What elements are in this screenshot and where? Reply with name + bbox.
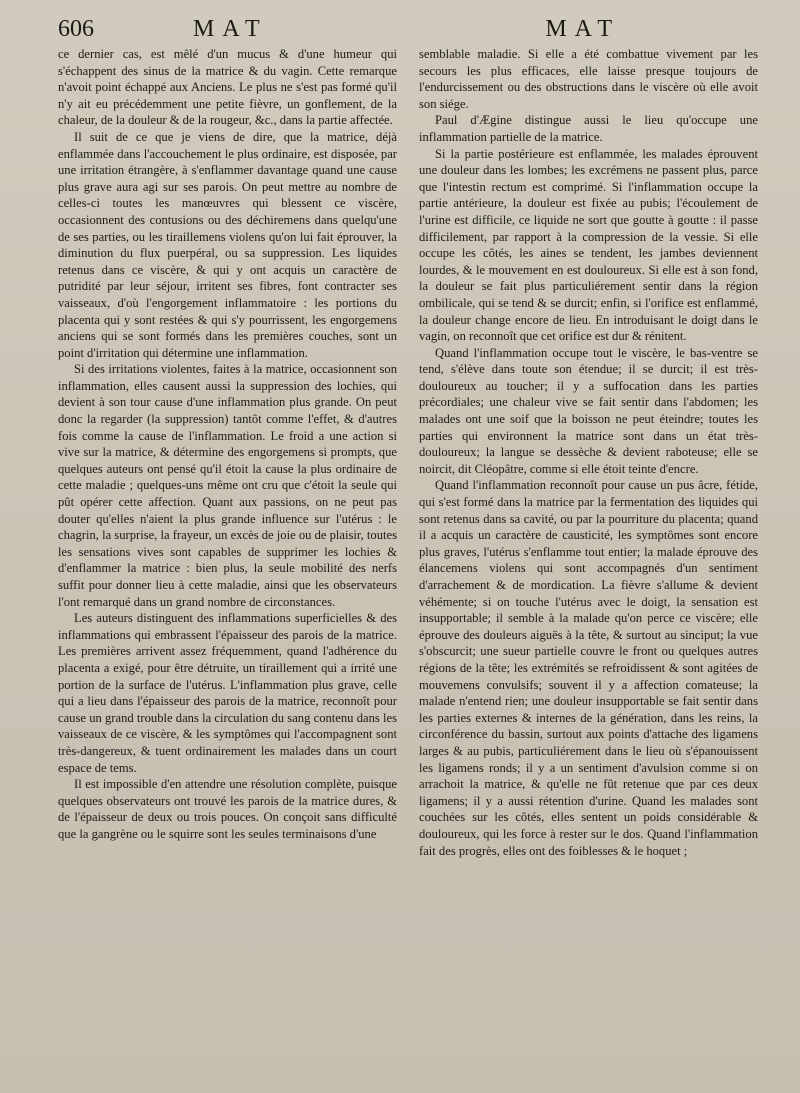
running-title-left: MAT [193, 16, 268, 42]
paragraph: Quand l'inflammation occupe tout le viscère, le bas-ventre se tend, s'élève dans toute son étendue; il se durcit; il est très-douloureux au toucher; il y a suffocation dans les parties précordiales; une chaleur vive se fait sentir dans l'abdomen; les malades ont une soif que la boisson ne peut éteindre; toutes les parties qui environnent la matrice sont dans un état très-douloureux; la langue se dessèche & devient raboteuse; elle se noircit, dit Cléopâtre, comme si elle étoit teinte d'encre. [419, 345, 758, 476]
paragraph: Les auteurs distinguent des inflammations superficielles & des inflammations qui embrassent l'épaisseur des parois de la matrice. Les premières arrivent assez fréquemment, quand l'adhérence du placenta a exigé, pour être détruite, un tiraillement qui a irrité une portion de la surface de l'utérus. L'inflammation plus grave, celle qui a lieu dans l'épaisseur des parois de la matrice, reconnoît pour cause un grand trouble dans la circulation du sang contenu dans les vaisseaux de ce viscère, & les symptômes qui l'accompagnent sont très-dangereux, & tuent ordinairement les malades dans un court espace de tems. [58, 611, 397, 775]
text-columns [58, 46, 758, 1081]
paragraph: Il suit de ce que je viens de dire, que la matrice, déjà enflammée dans l'accouchement le plus ordinaire, est disposée, par une irritation étrangère, à s'enflammer davantage quand une cause plus grave aura agi sur ses parois. On peut mettre au nombre de celles-ci toutes les manœuvres qui blessent ce viscère, occasionnent des contusions ou des déchiremens dans quelqu'une de ses parties, ou les tiraillemens violens qu'on lui fait éprouver, la diminution du flux puerpéral, ou sa suppression. Les liquides retenus dans ce viscère, & qui y ont acquis un caractère de putridité par leur séjour, irritent ses fibres, font contracter ses vaisseaux, d'où l'engorgement inflammatoire : les portions du placenta qui y sont restées & qui s'y pourrissent, les engorgemens anciens qui se sont formés dans les premières couches, sont un point d'irritation qui détermine une inflammation. [58, 129, 397, 360]
left-column [58, 46, 397, 1081]
paragraph: ce dernier cas, est mêlé d'un mucus & d'une humeur qui s'échappent des sinus de la matrice & du vagin. Cette remarque n'avoit point échappé aux Anciens. Le plus ne s'est pas formé qu'il n'y ait eu précédemment une petite fièvre, un gonflement, de la chaleur, de la douleur & de la rougeur, &c., dans la partie affectée. [58, 47, 397, 128]
paragraph: Il est impossible d'en attendre une résolution complète, puisque quelques observateurs ont trouvé les parois de la matrice dures, & de l'épaisseur de deux ou trois pouces. On conçoit sans difficulté que la gangrène ou le squirre sont les seules terminaisons d'une [58, 777, 397, 841]
page-number: 606 [58, 16, 94, 42]
paragraph: Si des irritations violentes, faites à la matrice, occasionnent son inflammation, elles causent aussi la suppression des lochies, qui devient à son tour cause d'une inflammation plus grande. On peut donc la regarder (la suppression) tantôt comme l'effet, & d'autres fois comme la cause de l'inflammation. Le froid a une action si vive sur la matrice, & détermine des engorgemens si prompts, que quelques auteurs ont pensé qu'il étoit la cause la plus ordinaire de cette maladie ; quelques-uns même ont cru que c'étoit la seule qui pût opérer cette affection. Quant aux passions, on ne peut pas douter qu'elles n'aient la plus grande influence sur l'utérus : le chagrin, la surprise, la frayeur, un excès de joie ou de plaisir, toutes les sensations vives sont capables de supprimer les lochies & d'enflammer la matrice : bien plus, la seule mobilité des nerfs suffit pour donner lieu à cette maladie, ainsi que les observateurs l'ont remarqué dans un grand nombre de circonstances. [58, 362, 397, 609]
paragraph: Paul d'Ægine distingue aussi le lieu qu'occupe une inflammation partielle de la matrice. [419, 113, 758, 144]
paragraph: Quand l'inflammation reconnoît pour cause un pus âcre, fétide, qui s'est formé dans la matrice par la fermentation des liquides qui sont retenus dans sa cavité, ou par la pourriture du placenta; quand il a acquis un caractère de causticité, les symptômes sont encore plus graves, l'utérus s'enflamme tout entier; la malade éprouve des élancemens violens qui sont accompagnés d'un sentiment d'arrachement & de mordication. La fièvre s'allume & devient véhémente; si on touche l'utérus avec le doigt, la sensation est insupportable; il semble à la malade qu'on perce ce viscère; elle éprouve des douleurs aiguës à la tête, & surtout au sinciput; la vue s'obscurcit; une sueur partielle couvre le front ou quelques autres régions de la tête; les extrémités se refroidissent & sont agitées de mouvemens convulsifs; souvent il y a affection comateuse; la malade n'entend rien; une douleur insupportable se fait sentir dans les parties externes & internes de la génération, dans les reins, la circonférence du bassin, surtout aux points d'attache des ligamens larges & au pubis, particuliérement dans le lieu où s'épanouissent les ligamens ronds; il y a un sentiment d'avulsion comme si on arrachoit la matrice, & qu'elle ne fût retenue que par ces deux ligamens; il y a aussi rétention d'urine. Quand les malades sont couchées sur les côtés, elles sentent un poids considérable & douloureux, qui les force à rester sur le dos. Quand l'inflammation fait des progrès, elles ont des foiblesses & le hoquet ; [419, 478, 758, 858]
running-head [58, 16, 750, 46]
paragraph: semblable maladie. Si elle a été combattue vivement par les secours les plus efficaces, elle laisse presque toujours de l'endurcissement ou des obstructions dans le viscère où elle avoit son siége. [419, 47, 758, 111]
running-title-right: MAT [545, 16, 620, 42]
right-column [419, 46, 758, 1081]
paragraph: Si la partie postérieure est enflammée, les malades éprouvent une douleur dans les lombes; les excrémens ne passent plus, parce que l'intestin rectum est comprimé. Si l'inflammation occupe la partie antérieure, la douleur est fixée au pubis; l'écoulement de l'urine est difficile, ce liquide ne sort que goutte à goutte : il passe difficilement, par rapport à la compression de la vessie. Si elle occupe les côtés, les aines se tendent, les jambes deviennent lourdes, & le mouvement en est douloureux. Si elle est à son fond, la douleur se fait plus particuliérement sentir dans la région ombilicale, qui se tend & se durcit; enfin, si l'orifice est enflammé, la douleur change encore de lieu. En introduisant le doigt dans le vagin, on reconnoît que cet orifice est dur & rénitent. [419, 146, 758, 344]
